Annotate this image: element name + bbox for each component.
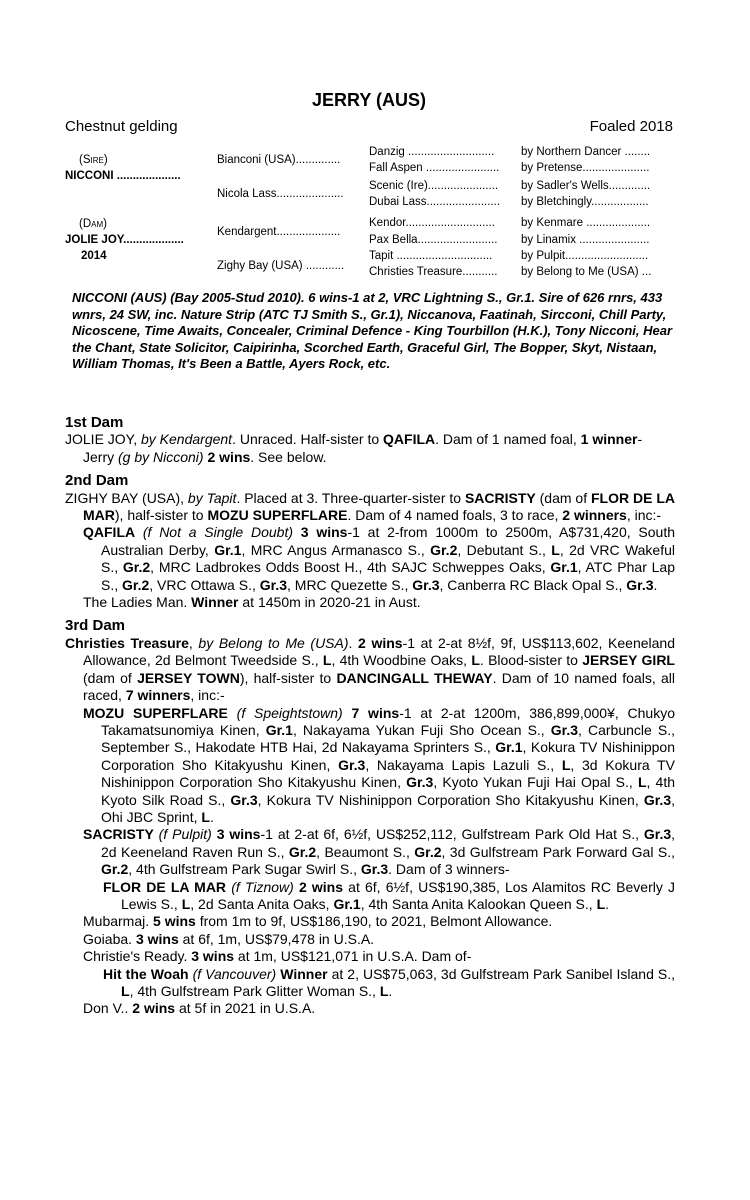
gen4-sire: by Bletchingly.................. [521,196,649,208]
sire-note: NICCONI (AUS) (Bay 2005-Stud 2010). 6 wins-1 at 2, VRC Lightning S., Gr.1. Sire of 626 rnrs, 433 wnrs, 24 SW, inc. Nature Strip (ATC TJ Smith S., Gr.1), Niccanova, Faatinah, Sircconi, Chill Party, Nicoscene, Time Awaits, Concealer, Criminal Defence - King Tourbillon (H.K.), Tony Nicconi, Hear the Chant, State Solicitor, Caipirinha, Scorched Earth, Graceful Girl, The Bopper, Skyt, Nistaan, William Thomas, It's Been a Battle, Ayers Rock, etc. [72,290,673,372]
sire-sire: Bianconi (USA).............. [217,154,341,166]
pedigree-table [65,144,675,284]
gen4-sire: by Linamix ...................... [521,234,650,246]
dam-name: JOLIE JOY................... [65,234,184,246]
gen3-name: Pax Bella......................... [369,234,498,246]
progeny-entry: QAFILA (f Not a Single Doubt) 3 wins-1 at 2-from 1000m to 2500m, A$731,420, South Australian Derby, Gr.1, MRC Angus Armanasco S., Gr.2, Debutant S., L, 2d VRC Wakeful S., Gr.2, MRC Ladbrokes Odds Boost H., 4th SAJC Schweppes Oaks, Gr.1, ATC Phar Lap S., Gr.2, VRC Ottawa S., Gr.3, MRC Quezette S., Gr.3, Canberra RC Black Opal S., Gr.3. [83,524,676,593]
progeny-entry: The Ladies Man. Winner at 1450m in 2020-21 in Aust. [83,594,421,611]
gen4-sire: by Sadler's Wells............. [521,180,651,192]
page-title: JERRY (AUS) [311,90,427,110]
gen4-sire: by Kenmare .................... [521,217,651,229]
section-heading: 2nd Dam [65,472,129,490]
dam-label: (Dam) [79,218,107,230]
gen3-name: Scenic (Ire)...................... [369,180,499,192]
gen3-name: Kendor............................ [369,217,495,229]
progeny-entry: SACRISTY (f Pulpit) 3 wins-1 at 2-at 6f, 6½f, US$252,112, Gulfstream Park Old Hat S., Gr.3, 2d Keeneland Raven Run S., Gr.2, Beaumont S., Gr.2, 3d Gulfstream Park Forward Gal S., Gr.2, 4th Gulfstream Park Sugar Swirl S., Gr.3. Dam of 3 winners- [83,826,676,878]
section-heading: 3rd Dam [65,617,126,635]
dam-paragraph: ZIGHY BAY (USA), by Tapit. Placed at 3. Three-quarter-sister to SACRISTY (dam of FLOR DE LA MAR), half-sister to MOZU SUPERFLARE. Dam of 4 named foals, 3 to race, 2 winners, inc:- [65,489,675,524]
gen4-sire: by Pretense..................... [521,162,650,174]
sire-label: (Sire) [79,154,108,166]
dam-paragraph: Christies Treasure, by Belong to Me (USA). 2 wins-1 at 2-at 8½f, 9f, US$113,602, Keeneland Allowance, 2d Belmont Tweedside S., L, 4th Woodbine Oaks, L. Blood-sister to JERSEY GIRL (dam of JERSEY TOWN), half-sister to DANCINGALL THEWAY. Dam of 10 named foals, all raced, 7 winners, inc:- [65,634,676,704]
progeny-entry: Jerry (g by Nicconi) 2 wins. See below. [83,448,327,465]
sire-name: NICCONI .................... [65,170,181,182]
family-body [65,414,675,1018]
gen3-name: Tapit .............................. [369,250,493,262]
dam-year: 2014 [81,250,107,262]
grand-progeny-entry: FLOR DE LA MAR (f Tiznow) 2 wins at 6f, 6½f, US$190,385, Los Alamitos RC Beverly J Lewis S., L, 2d Santa Anita Oaks, Gr.1, 4th Santa Anita Kalookan Queen S., L. [103,878,676,912]
horse-description: Chestnut gelding [65,118,178,135]
progeny-entry: Christie's Ready. 3 wins at 1m, US$121,071 in U.S.A. Dam of- [83,948,472,965]
gen4-sire: by Northern Dancer ........ [521,146,651,158]
gen4-sire: by Belong to Me (USA) ... [521,266,652,278]
grand-progeny-entry: Hit the Woah (f Vancouver) Winner at 2, US$75,063, 3d Gulfstream Park Sanibel Island S., L, 4th Gulfstream Park Glitter Woman S., L. [103,965,676,999]
section-heading: 1st Dam [65,414,124,431]
progeny-entry: Mubarmaj. 5 wins from 1m to 9f, US$186,190, to 2021, Belmont Allowance. [83,913,553,930]
progeny-entry: MOZU SUPERFLARE (f Speightstown) 7 wins-1 at 2-at 1200m, 386,899,000¥, Chukyo Takamatsunomiya Kinen, Gr.1, Nakayama Yukan Fuji Sho Ocean S., Gr.3, Carbuncle S., September S., Hakodate HTB Hai, 2d Nakayama Sprinters S., Gr.1, Kokura TV Nishinippon Corporation Sho Kitakyushu Kinen, Gr.3, Nakayama Lapis Lazuli S., L, 3d Kokura TV Nishinippon Corporation Sho Kitakyushu Kinen, Gr.3, Kyoto Yukan Fuji Hai Opal S., L, 4th Kyoto Silk Road S., Gr.3, Kokura TV Nishinippon Corporation Sho Kitakyushu Kinen, Gr.3, Ohi JBC Sprint, L. [83,704,676,825]
dam-sire: Kendargent.................... [217,226,341,238]
progeny-entry: Goiaba. 3 wins at 6f, 1m, US$79,478 in U.S.A. [83,930,375,947]
progeny-entry: Don V.. 2 wins at 5f in 2021 in U.S.A. [83,1000,316,1017]
sire-dam: Nicola Lass..................... [217,188,344,200]
dam-paragraph: JOLIE JOY, by Kendargent. Unraced. Half-sister to QAFILA. Dam of 1 named foal, 1 winner- [65,431,643,448]
gen3-name: Dubai Lass....................... [369,196,501,208]
gen3-name: Danzig ........................... [369,146,495,158]
dam-dam: Zighy Bay (USA) ............ [217,260,345,272]
gen4-sire: by Pulpit.......................... [521,250,649,262]
gen3-name: Christies Treasure........... [369,266,498,278]
foaled-year: Foaled 2018 [589,118,673,135]
gen3-name: Fall Aspen ....................... [369,162,500,174]
